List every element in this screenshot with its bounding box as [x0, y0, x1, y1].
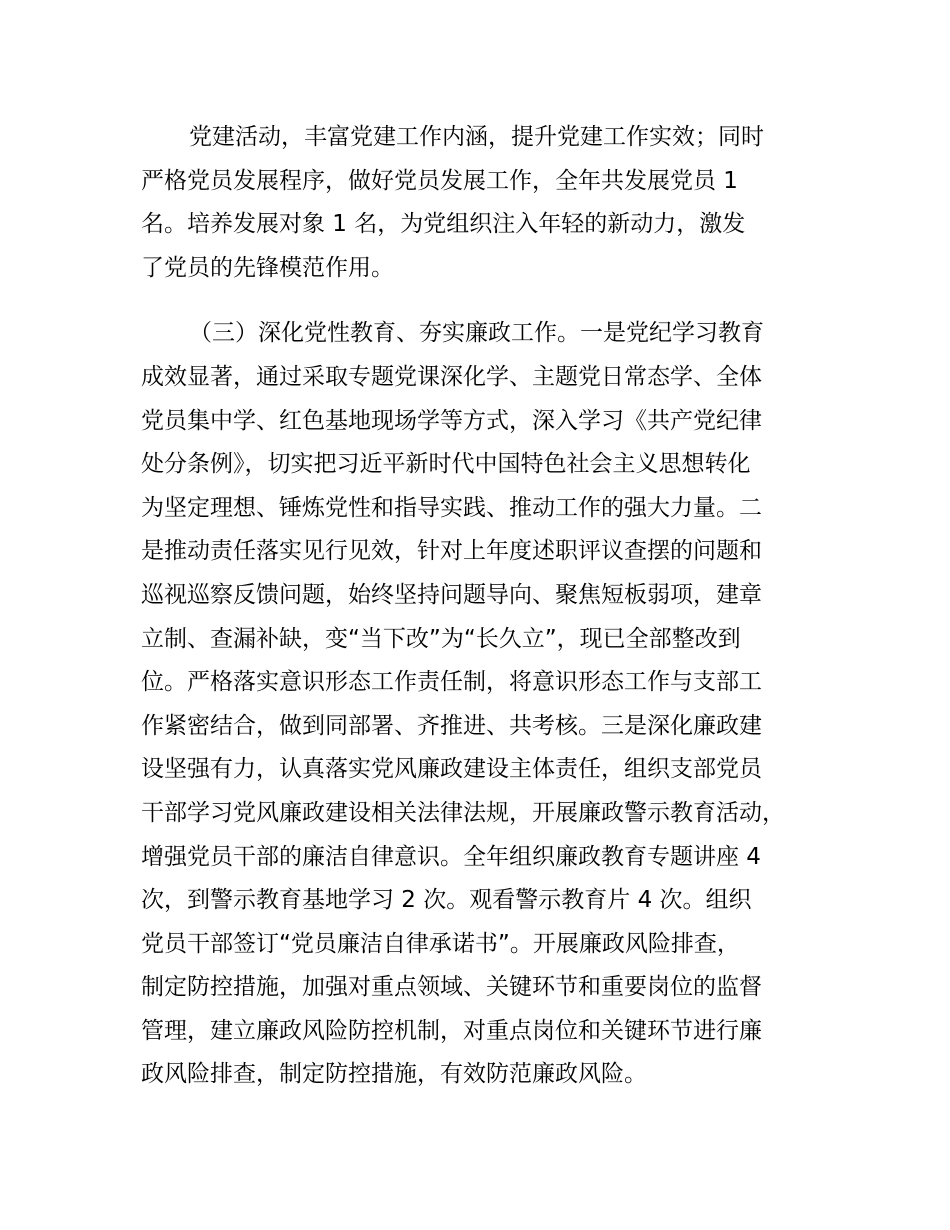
- paragraph-party-building: [141, 116, 821, 290]
- paragraph-line: （三）深化党性教育、夯实廉政工作。一是党纪学习教育: [189, 320, 764, 347]
- paragraph-line: 处分条例》，切实把习近平新时代中国特色社会主义思想转化: [141, 451, 751, 478]
- document-body: [141, 116, 821, 1097]
- paragraph-party-education-integrity: [141, 312, 821, 1097]
- paragraph-line: 设坚强有力，认真落实党风廉政建设主体责任，组织支部党员: [141, 756, 762, 783]
- paragraph-line: 为坚定理想、锤炼党性和指导实践、推动工作的强大力量。二: [141, 494, 762, 521]
- paragraph-line: 严格党员发展程序，做好党员发展工作，全年共发展党员 1: [141, 167, 738, 194]
- paragraph-line: 作紧密结合，做到同部署、齐推进、共考核。三是深化廉政建: [141, 712, 762, 739]
- paragraph-line: 管理，建立廉政风险防控机制，对重点岗位和关键环节进行廉: [141, 1017, 762, 1044]
- paragraph-line: 名。培养发展对象 1 名，为党组织注入年轻的新动力，激发: [141, 211, 746, 238]
- paragraph-line: 党建活动，丰富党建工作内涵，提升党建工作实效；同时: [189, 124, 764, 150]
- paragraph-spacer: [141, 290, 821, 312]
- paragraph-line: 党员干部签订“党员廉洁自律承诺书”。开展廉政风险排查，: [141, 930, 740, 957]
- paragraph-line: 是推动责任落实见行见效，针对上年度述职评议查摆的问题和: [141, 538, 762, 565]
- paragraph-line: 政风险排查，制定防控措施，有效防范廉政风险。: [141, 1061, 647, 1088]
- paragraph-line: 党员集中学、红色基地现场学等方式，深入学习《共产党纪律: [141, 407, 762, 434]
- paragraph-line: 次，到警示教育基地学习 2 次。观看警示教育片 4 次。组织: [141, 887, 752, 914]
- paragraph-line: 成效显著，通过采取专题党课深化学、主题党日常态学、全体: [141, 363, 762, 390]
- paragraph-line: 位。严格落实意识形态工作责任制，将意识形态工作与支部工: [141, 669, 762, 696]
- paragraph-line: 了党员的先锋模范作用。: [141, 254, 394, 281]
- paragraph-line: 增强党员干部的廉洁自律意识。全年组织廉政教育专题讲座 4: [141, 843, 761, 870]
- paragraph-line: 制定防控措施，加强对重点领域、关键环节和重要岗位的监督: [141, 974, 762, 1001]
- paragraph-line: 干部学习党风廉政建设相关法律法规，开展廉政警示教育活动，: [141, 799, 785, 826]
- paragraph-line: 巡视巡察反馈问题，始终坚持问题导向、聚焦短板弱项，建章: [141, 581, 762, 608]
- paragraph-line: 立制、查漏补缺，变“当下改”为“长久立”，现已全部整改到: [141, 625, 741, 652]
